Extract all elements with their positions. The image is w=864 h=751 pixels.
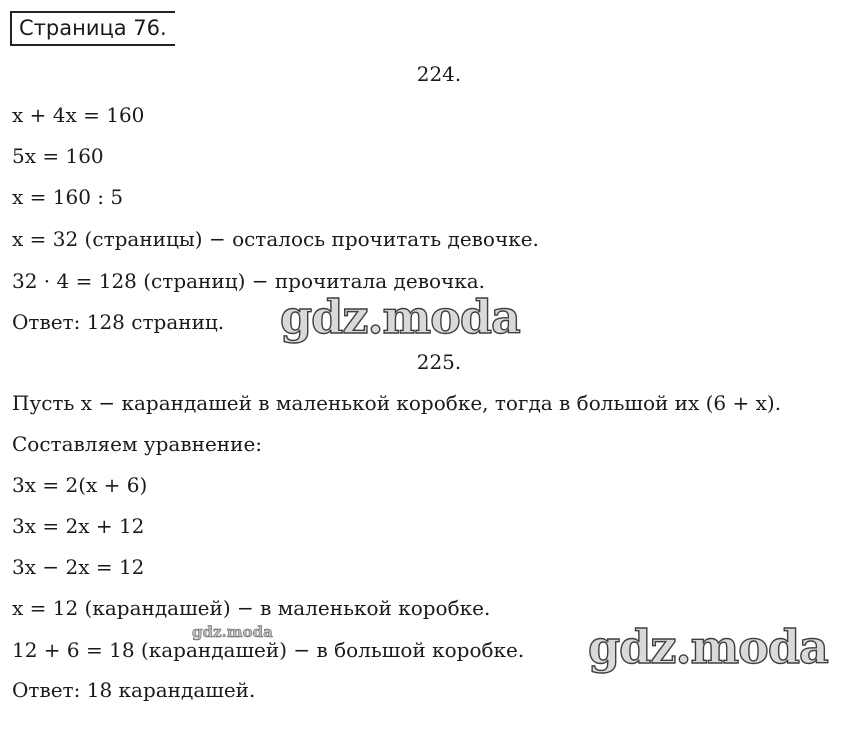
task-224-number: 224. — [416, 62, 462, 86]
task-225-line-3: 3x = 2(x + 6) — [12, 473, 148, 497]
watermark-gdz-moda-small: gdz.moda — [192, 623, 273, 641]
task-224-line-3: x = 160 : 5 — [12, 185, 124, 209]
task-224-line-4: x = 32 (страницы) − осталось прочитать девочке. — [12, 227, 539, 251]
task-225-answer: Ответ: 18 карандашей. — [12, 678, 256, 702]
task-225-line-1: Пусть x − карандашей в маленькой коробке, тогда в большой их (6 + x). — [12, 391, 782, 415]
task-224-line-2: 5x = 160 — [12, 144, 104, 168]
task-225-line-6: x = 12 (карандашей) − в маленькой коробке. — [12, 596, 491, 620]
task-225-line-2: Составляем уравнение: — [12, 432, 263, 456]
task-225-line-7: 12 + 6 = 18 (карандашей) − в большой коробке. — [12, 638, 525, 662]
watermark-gdz-moda: gdz.moda — [280, 290, 520, 344]
task-225-number: 225. — [416, 350, 462, 374]
watermark-gdz-moda-2: gdz.moda — [588, 620, 828, 674]
task-225-line-4: 3x = 2x + 12 — [12, 514, 145, 538]
task-225-line-5: 3x − 2x = 12 — [12, 555, 145, 579]
page-title: Страница 76. — [10, 11, 175, 46]
header-underline — [10, 44, 173, 46]
task-224-answer: Ответ: 128 страниц. — [12, 310, 225, 334]
task-224-line-1: x + 4x = 160 — [12, 103, 145, 127]
task-224-line-5: 32 · 4 = 128 (страниц) − прочитала девочка. — [12, 269, 485, 293]
